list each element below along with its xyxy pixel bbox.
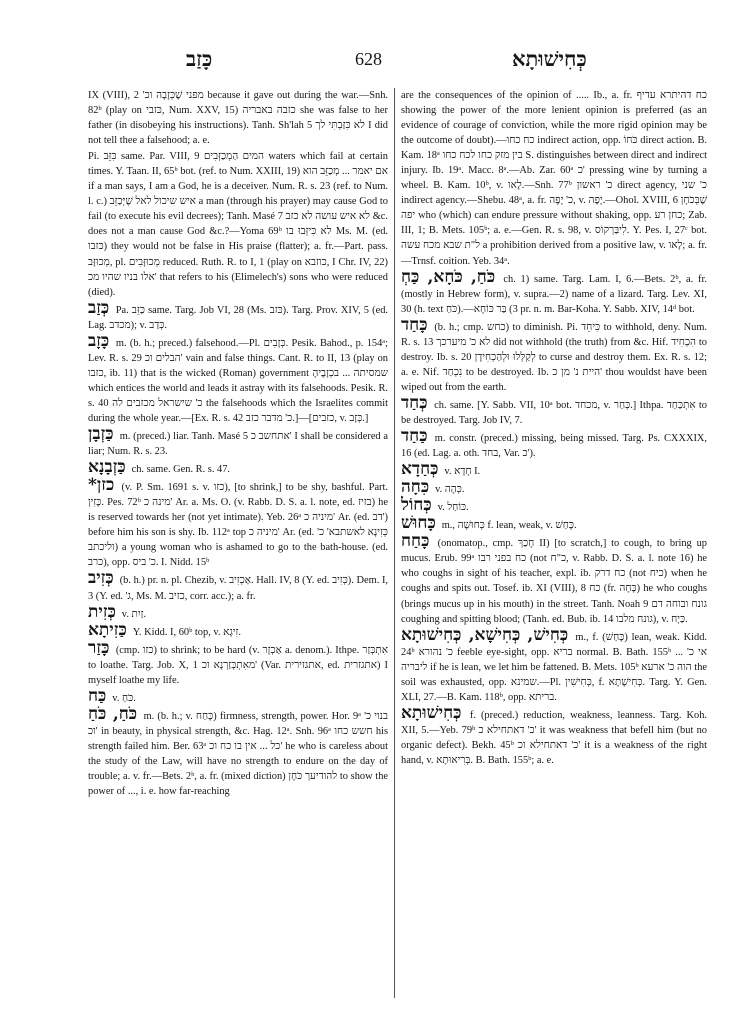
entry-text: (onomatop., cmp. חָכַךְ II) [to scratch,] to cough, to bring up mucus. Erub. 99ᵃ כח בפני רבו (not כ"ח, v. Rabb. D. S. a. l. note 16) he who coughs in sight of his teacher, expl. ib. כח דרק (not כיח) when he coughs and spits out. Tosef. ib. XI (VIII), 8 כח (fr. כָּחָה) he who coughs (brings mucus up in his mouth) in the street. Tanh. Noah 9 גונח ובוחה דם coughing and spitting blood; (Tanh. ed. Bub. ib. 14 גונח מלבו), v. כַּיָח. — [401, 538, 707, 625]
dictionary-entry — [401, 459, 707, 480]
dictionary-entry — [88, 568, 388, 603]
entry-headword: כָּחַד — [401, 314, 428, 335]
entry-headword: כָּחוּשׁ — [401, 513, 436, 534]
entry-headword: כְּזִית — [88, 601, 116, 622]
entry-headword: כְּזַב — [88, 297, 110, 318]
dictionary-entry — [401, 314, 707, 395]
dictionary-entry — [401, 477, 707, 498]
dictionary-entry — [88, 703, 388, 799]
entry-headword: כַּזְבָנָא — [88, 457, 126, 478]
entry-text: v. זַיִת. — [121, 608, 147, 620]
entry-headword: כַּחַד — [401, 426, 428, 447]
dictionary-entry — [88, 601, 388, 622]
dictionary-entry — [88, 619, 388, 640]
entry-text: m. (b. h.; v. כָּחַח) firmness, strength, power. Hor. 9ᵃ בנוי כ' וכ' in beauty, in physical strength, &c. Hag. 12ᵃ. Snh. 96ᵃ חשש כחו his strength failed him. Ber. 63ᵃ כל ... אין בו כח וכ' he who is careless about the study of the Law, will have no strength to endure on the day of trouble; a. v. fr.—Bets. 2ᵇ, a. fr. (mixed diction) להודיעך כֹּחָן to show the power of ..., i. e. how far-reaching — [88, 710, 388, 798]
entry-text: Pa. כַּזֵּב same. Targ. Job VI, 28 (Ms. כּזב). Targ. Prov. XIV, 5 (ed. Lag. מכדב); v. כְּדַב. — [88, 304, 388, 331]
dictionary-entry — [401, 513, 707, 534]
entry-headword: כְּזִיב — [88, 568, 114, 589]
entry-headword: כַּזִיתָא — [88, 619, 127, 640]
entry-text: v. חָדָא I. — [444, 466, 481, 478]
entry-headword: כְּחִישׁ, כְּחִישָׁא, כְּחִישׁוּתָא — [401, 624, 569, 645]
entry-text: m. (b. h.; preced.) falsehood.—Pl. כְּזָבִים. Pesik. Bahod., p. 154ᵃ; Lev. R. s. 29 הבלים וכ' vain and false things. Cant. R. to II, 13 (play on כזבו, ib. 11) that is the wicked (Roman) government שמסיתה ... בכְזָבֶיהָ which entices the world and leads it astray with its falsehoods. Pesik. R. s. 40 כ' שישראל מכזבים לה the falsehoods which the Israelites commit during the whole year.—[Ex. R. s. 42 כ' מדבר כזב.]—[כזבים, v. כְּזָב.] — [88, 337, 388, 424]
entry-headword: *כזן — [88, 475, 115, 496]
entry-text: Y. Kidd. I, 60ᵇ top, v. זִיגָא. — [132, 626, 242, 638]
entry-text: ch. same. [Y. Sabb. VII, 10ᵃ bot. מכחד, v. כְּחַר.] Ithpa. אִתְכַּחַד to be destroyed. Targ. Job IV, 7. — [401, 399, 707, 426]
entry-text: are the consequences of the opinion of ..... Ib., a. fr. כח דהיתרא עדיף showing the power of the more lenient opinion is preferred (as an evidence of courage of conviction, while the more rigid opinion may be the outcome of doubt).—כח כחו indirect action, opp. כֹּחוֹ direct action. B. Kam. 18ᵃ בין מזק כחו לכח כחו S. distinguishes between direct and indirect injury. Ib. 19ᵃ. Macc. 8ᵃ.—Ab. Zar. 60ᵃ כ' pressing wine by turning a wheel. B. Kam. 10ᵇ, v. לָאו.—Snh. 77ᵇ כ' ראשון direct agency, כ' שני indirect agency.—Shebu. 48ᵃ, a. fr. כ' יָפֶה, v. יָפֶה.—Ohol. XVIII, 6 שֶׁבְּכֹחָן יפה who (which) can endure pressure without shaking, opp. כחן רע; Zab. III, 1; B. Mets. 105ᵇ; a. e.—Gen. R. s. 98, v. לִיבַּרְקוֹס. Y. Pes. I, 27ᶜ bot. ל"ת שבא מכח עשה a prohibition derived from a positive law, v. לָאו; a. fr.—Trnsf. coition. Yeb. 34ᵃ. — [401, 90, 707, 267]
entry-text: v. כְּהָה. — [435, 484, 465, 496]
entry-text: IX (VIII), 2 'מפני שֶׁכְּזָבָה וכ because it gave out during the war.—Snh. 82ᵇ (play on כּזבי, Num. XXV, 15) כזבה באבריה she was false to her father (in disobeying his instructions). Tanh. Sh'lah 5 לא כִּזַּבְתִּי לך I did not tell thee a falsehood; a. e. — [88, 90, 388, 147]
left-running-headword: כָּזַב — [186, 46, 213, 71]
entry-text: v. כֹּחַ. — [112, 692, 136, 704]
dictionary-entry — [88, 457, 388, 478]
left-column — [88, 88, 388, 998]
entry-headword: כִּחָה — [401, 477, 430, 498]
column-divider — [394, 88, 395, 998]
entry-text: ch. 1) same. Targ. Lam. I, 6.—Bets. 2ᵇ, a. fr. (mostly in Hebrew form), v. supra.—2) name of a lizard. Targ. Lev. XI, 30 (h. text כֹּחַ).—3) בַּר כּוֹחָא pr. n. m. Bar-Koha. Y. Sabb. XIV, 14ᵈ bot. — [401, 273, 707, 315]
dictionary-entry — [88, 424, 388, 459]
entry-text: (cmp. כזו) to shrink; to be hard (v. אַכְזָר a. denom.). Ithpe. אִתְכְּזַר to loathe. Targ. Job. X, 1 מאִתְכְּזַרְנָא וכ' (Var. אתגזירית, ed. אתגזרית) I myself loathe my life. — [88, 644, 388, 686]
running-header — [0, 46, 750, 76]
entry-text: m. constr. (preced.) missing, being missed. Targ. Ps. CXXXIX, 16 (ed. Lag. a. oth. בחד, Var. כ'). — [401, 433, 707, 460]
entry-text: f. (preced.) reduction, weakness, leanness. Targ. Koh. XII, 5.—Yeb. 79ᵇ כ' דאתחילא כ' it was weakness that befell him (but no organic defect). Bekh. 45ᵇ כ' דאתחילא וכ' it is a weakness of the right hand, v. בְּרִיאוּתָא. B. Bath. 155ᵇ; a. e. — [401, 709, 707, 766]
entry-text: m., כְּחוּשָׁה f. lean, weak, v. כָּחַשׁ. — [441, 520, 577, 532]
dictionary-entry — [88, 330, 388, 426]
dictionary-entry — [88, 637, 388, 688]
dictionary-entry — [401, 266, 707, 317]
dictionary-entry — [401, 531, 707, 626]
entry-headword: כַּזְבָן — [88, 424, 114, 445]
dictionary-entry — [88, 88, 388, 148]
entry-headword: כֹּחַ, כֹּחָא, כַּחְ — [401, 266, 496, 287]
entry-text: (b. h.; cmp. כחש) to diminish. Pi. כִּיחֵד to withhold, deny. Num. R. s. 13 לא כ' מיערכך did not withhold (the truth) from &c. Hif. הִכְחִיד to destroy. Ib. s. 20 לְקַלְּלוּ וּלְהַכְחִידָן to curse and destroy them. Ex. R. s. 12; a. e. Nif. נִכְחַד to be destroyed. Ib. היית נ' מן כ' thou wouldst have been wiped out from the earth. — [401, 321, 707, 393]
dictionary-entry — [401, 702, 707, 768]
entry-headword: כְּחַד — [401, 392, 428, 413]
dictionary-entry — [88, 297, 388, 333]
dictionary-entry — [401, 426, 707, 461]
entry-headword: כֹּחַ, כֹּחַ — [88, 703, 138, 724]
entry-headword: כְּחִישׁוּתָא — [401, 702, 462, 723]
right-running-headword: כְּחִישׁוּתָא — [512, 46, 587, 71]
entry-text: (b. h.) pr. n. pl. Chezib, v. אַכְזִיב. Hall. IV, 8 (Y. ed. כְּזִיב). Dem. I, 3 (Y. ed. 'ג, Ms. M. כזיב, corr. acc.); a. fr. — [88, 575, 388, 602]
dictionary-entry — [401, 88, 707, 269]
entry-headword: כְּחוֹל — [401, 495, 432, 516]
entry-text: m. (preced.) liar. Tanh. Masé 5 אתחשב כ' I shall be considered a liar; Num. R. s. 23. — [88, 431, 388, 458]
page-number: 628 — [355, 49, 382, 69]
entry-text: Pi. כִּזֵּב same. Par. VIII, 9 המים הַמְכַזְּבִים waters which fail at certain times. Y. Taan. II, 65ᵇ bot. (ref. to Num. XXIII, 19) אם יאמר ... מְכַזֵּב הוא if a man says, I am a God, he is a deceiver. Num. R. s. 23 (ref. to Num. l. c.) איש שיכול לאל שֶׁיְּכַזֵּב a man (through his prayer) may cause God to fail (to execute his evil decrees); Tanh. Masé 7 לא איש עושה לא כזב &c. does not a man cause God &c.?—Yoma 69ᵇ לא כִּיזְּבוּ בו Ms. M. (ed. כּזבו) they would not be false in His praise (flatter); a. fr.—Part. pass. מְכוּזָּב, pl. מְכוּזָּבִים reduced. Ruth. R. to I, 1 (play on כוזבא, I Chr. IV, 22) אלו בניו שהיו מכ' that refers to his (Elimelech's) sons who were reduced (died). — [88, 151, 388, 298]
right-column — [401, 88, 707, 998]
entry-headword: כַּח — [88, 685, 107, 706]
entry-headword: כְּחַדָא — [401, 459, 439, 480]
entry-headword: כָּזַר — [88, 637, 110, 658]
entry-headword: כָּחַח — [401, 531, 430, 552]
entry-text: v. כּוֹחַל. — [437, 502, 469, 514]
dictionary-entry — [401, 624, 707, 705]
entry-text: ch. same. Gen. R. s. 47. — [131, 464, 231, 476]
entry-headword: כָּזָב — [88, 330, 110, 351]
dictionary-entry — [88, 475, 388, 570]
dictionary-entry — [401, 495, 707, 516]
entry-text: m., f. (כָּחַשׁ) lean, weak. Kidd. 24ᵇ כ' נהורא feeble eye-sight, opp. בריא normal. B. Bath. 155ᵇ אי כ' ... ליבריה if he is lean, we let him be fattened. B. Mets. 105ᵇ הוה כ' ארעא the soil was exhausted, opp. שמינא.—Pl. כְּחִישִׁין, f. כְּחִישָׁתָא. Targ. Y. Gen. XLI, 27.—B. Kam. 118ᵇ, opp. בריתא. — [401, 631, 707, 703]
dictionary-entry — [88, 149, 388, 299]
dictionary-entry — [401, 392, 707, 428]
entry-text: (v. P. Sm. 1691 s. v. כזו), [to shrink,] to be shy, bashful. Part. כָּזִין. Pes. 72ᵇ מינה כ' Ar. a. Ms. O. (v. Rabb. D. S. a. l. note, ed. בזיז) he is reserved towards her (not yet intimate). Yeb. 26ᵃ מיניה כ' Ar. (ed. דב') before him his son is shy. Ib. 112ᵃ top מיניה כ' Ar. (ed. כְּזִינָא לאשתבא' כ' וליכתב) a young woman who is ashamed to go to the bath-house. (ed. כרב), opp. כ' ביס. I. Nidd. 15ᵇ — [88, 482, 388, 569]
